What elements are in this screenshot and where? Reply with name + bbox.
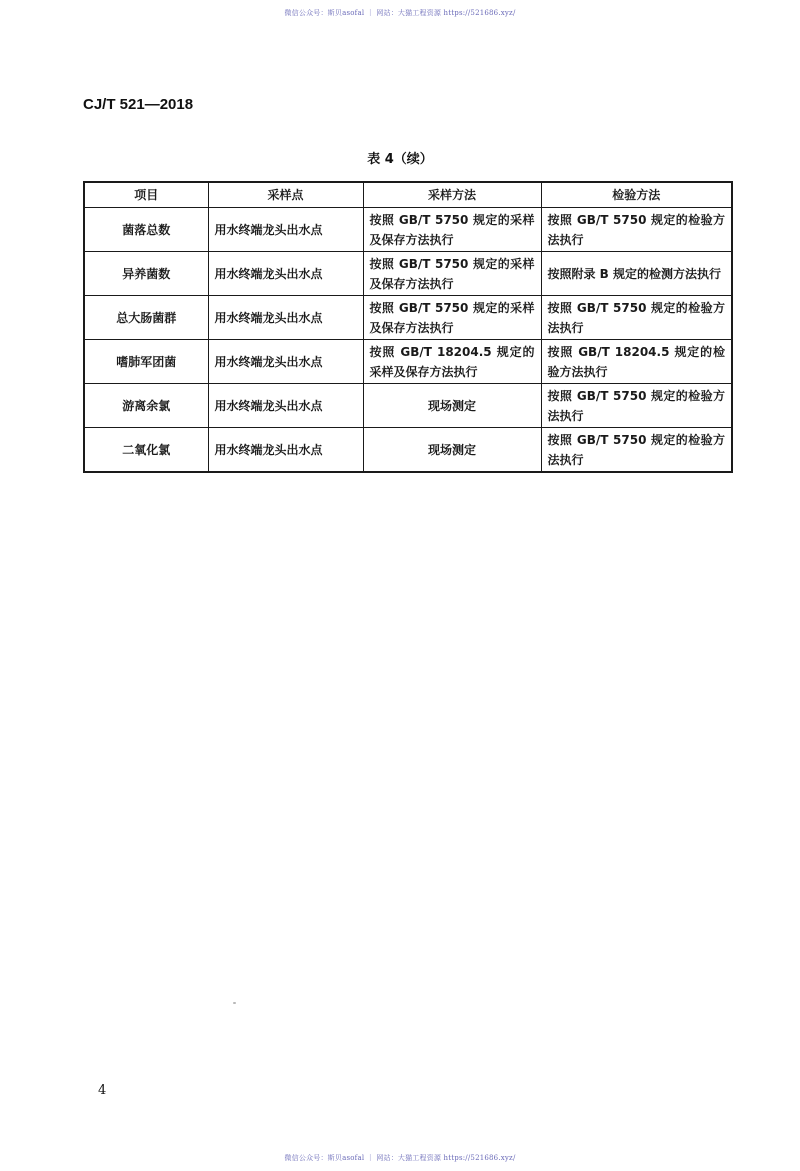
table-row [84, 340, 732, 384]
cell-test-method: 按照 GB/T 18204.5 规定的检验方法执行 [541, 340, 732, 384]
watermark-bottom: 微信公众号：斯贝asofal ｜ 网站：大猫工程资源 https://521686.xyz/ [284, 1154, 516, 1162]
table-row [84, 208, 732, 252]
cell-test-method: 按照 GB/T 5750 规定的检验方法执行 [541, 296, 732, 340]
cell-sampling-point: 用水终端龙头出水点 [208, 384, 363, 428]
cell-sampling-method: 按照 GB/T 5750 规定的采样及保存方法执行 [363, 296, 541, 340]
cell-sampling-point: 用水终端龙头出水点 [208, 340, 363, 384]
cell-item: 总大肠菌群 [84, 296, 208, 340]
watermark-top: 微信公众号：斯贝asofal ｜ 网站：大猫工程资源 https://521686.xyz/ [284, 9, 516, 17]
cell-item: 二氧化氯 [84, 428, 208, 473]
table-row [84, 384, 732, 428]
cell-item: 游离余氯 [84, 384, 208, 428]
cell-sampling-point: 用水终端龙头出水点 [208, 208, 363, 252]
cell-item: 嗜肺军团菌 [84, 340, 208, 384]
inspection-method-table [83, 181, 733, 473]
cell-sampling-method: 按照 GB/T 5750 规定的采样及保存方法执行 [363, 252, 541, 296]
column-header-sampling-method: 采样方法 [363, 182, 541, 208]
column-header-item: 项目 [84, 182, 208, 208]
cell-sampling-method: 按照 GB/T 18204.5 规定的采样及保存方法执行 [363, 340, 541, 384]
cell-item: 异养菌数 [84, 252, 208, 296]
table-header-row [84, 182, 732, 208]
cell-test-method: 按照 GB/T 5750 规定的检验方法执行 [541, 384, 732, 428]
cell-test-method: 按照 GB/T 5750 规定的检验方法执行 [541, 208, 732, 252]
scan-speck [233, 1002, 236, 1004]
cell-sampling-point: 用水终端龙头出水点 [208, 296, 363, 340]
table-row [84, 296, 732, 340]
cell-item: 菌落总数 [84, 208, 208, 252]
standard-code: CJ/T 521—2018 [83, 96, 194, 113]
column-header-sampling-point: 采样点 [208, 182, 363, 208]
column-header-test-method: 检验方法 [541, 182, 732, 208]
table-row [84, 428, 732, 473]
page-number: 4 [98, 1083, 107, 1098]
cell-sampling-method: 现场测定 [363, 384, 541, 428]
table-row [84, 252, 732, 296]
cell-test-method: 按照 GB/T 5750 规定的检验方法执行 [541, 428, 732, 473]
cell-sampling-point: 用水终端龙头出水点 [208, 428, 363, 473]
cell-sampling-point: 用水终端龙头出水点 [208, 252, 363, 296]
cell-sampling-method: 按照 GB/T 5750 规定的采样及保存方法执行 [363, 208, 541, 252]
cell-sampling-method: 现场测定 [363, 428, 541, 473]
table-title: 表 4（续） [367, 152, 433, 167]
cell-test-method: 按照附录 B 规定的检测方法执行 [541, 252, 732, 296]
